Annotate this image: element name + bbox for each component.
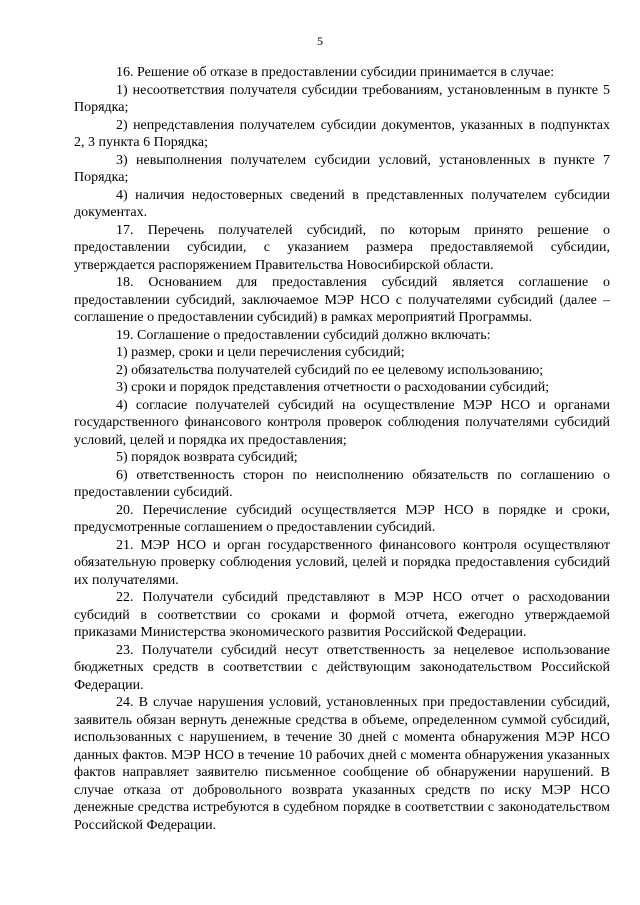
paragraph-19-item-1: 1) размер, сроки и цели перечисления субсидий; — [116, 345, 405, 360]
paragraph-24: 24. В случае нарушения условий, установленных при предоставлении субсидий, заявитель обязан вернуть денежные средства в объеме, определенном суммой субсидий, использованных с нарушением, в течение 30 дней с момента обнаружения МЭР НСО данных фактов. МЭР НСО в течение 10 рабочих дней с момента обнаружения указанных фактов направляет заявителю письменное сообщение об обнаружении нарушений. В случае отказа от добровольного возврата указанных средств по иску МЭР НСО денежные средства истребуются в судебном порядке в соответствии с законодательством Российской Федерации. — [74, 695, 610, 833]
paragraph-19-item-5: 5) порядок возврата субсидий; — [116, 450, 298, 465]
paragraph-16-item-4: 4) наличия недостоверных сведений в представленных получателем субсидии документах. — [74, 187, 610, 220]
paragraph-19-item-2: 2) обязательства получателей субсидий по ее целевому использованию; — [116, 362, 544, 378]
paragraph-19-item-6: 6) ответственность сторон по неисполнению обязательств по соглашению о предоставлении субсидий. — [74, 467, 610, 500]
paragraph-16-item-1: 1) несоответствия получателя субсидии требованиям, установленным в пункте 5 Порядка; — [74, 82, 610, 115]
paragraph-16-item-2: 2) непредставления получателем субсидии документов, указанных в подпунктах 2, 3 пункта 6 Порядка; — [74, 117, 610, 150]
paragraph-17: 17. Перечень получателей субсидий, по которым принято решение о предоставлении субсидии, с указанием размера предоставляемой субсидии, утверждается распоряжением Правительства Новосибирской области. — [74, 222, 610, 273]
paragraph-20: 20. Перечисление субсидий осуществляется МЭР НСО в порядке и сроки, предусмотренные соглашением о предоставлении субсидий. — [74, 502, 610, 535]
paragraph-16: 16. Решение об отказе в предоставлении субсидии принимается в случае: — [116, 65, 555, 80]
paragraph-19-item-4: 4) согласие получателей субсидий на осуществление МЭР НСО и органами государственного финансового контроля проверок соблюдения получателями субсидий условий, целей и порядка их предоставления; — [74, 397, 610, 448]
paragraph-19: 19. Соглашение о предоставлении субсидий должно включать: — [116, 327, 491, 343]
paragraph-18: 18. Основанием для предоставления субсидий является соглашение о предоставлении субсидий, заключаемое МЭР НСО с получателями субсидий (далее – соглашение о предоставлении субсидий) в рамках мероприятий Программы. — [74, 275, 610, 325]
paragraph-21: 21. МЭР НСО и орган государственного финансового контроля осуществляют обязательную проверку соблюдения условий, целей и порядка предоставления субсидий их получателями. — [74, 537, 610, 588]
paragraph-16-item-3: 3) невыполнения получателем субсидии условий, установленных в пункте 7 Порядка; — [74, 152, 610, 185]
paragraph-23: 23. Получатели субсидий несут ответственность за нецелевое использование бюджетных средств в соответствии с действующим законодательством Российской Федерации. — [74, 642, 610, 693]
page-number: 5 — [317, 34, 323, 48]
paragraph-22: 22. Получатели субсидий представляют в МЭР НСО отчет о расходовании субсидий в соответствии со сроками и формой отчета, ежегодно утверждаемой приказами Министерства экономического развития Российской Федерации. — [74, 590, 610, 640]
paragraph-19-item-3: 3) сроки и порядок представления отчетности о расходовании субсидий; — [116, 380, 550, 395]
document-body — [74, 64, 610, 834]
